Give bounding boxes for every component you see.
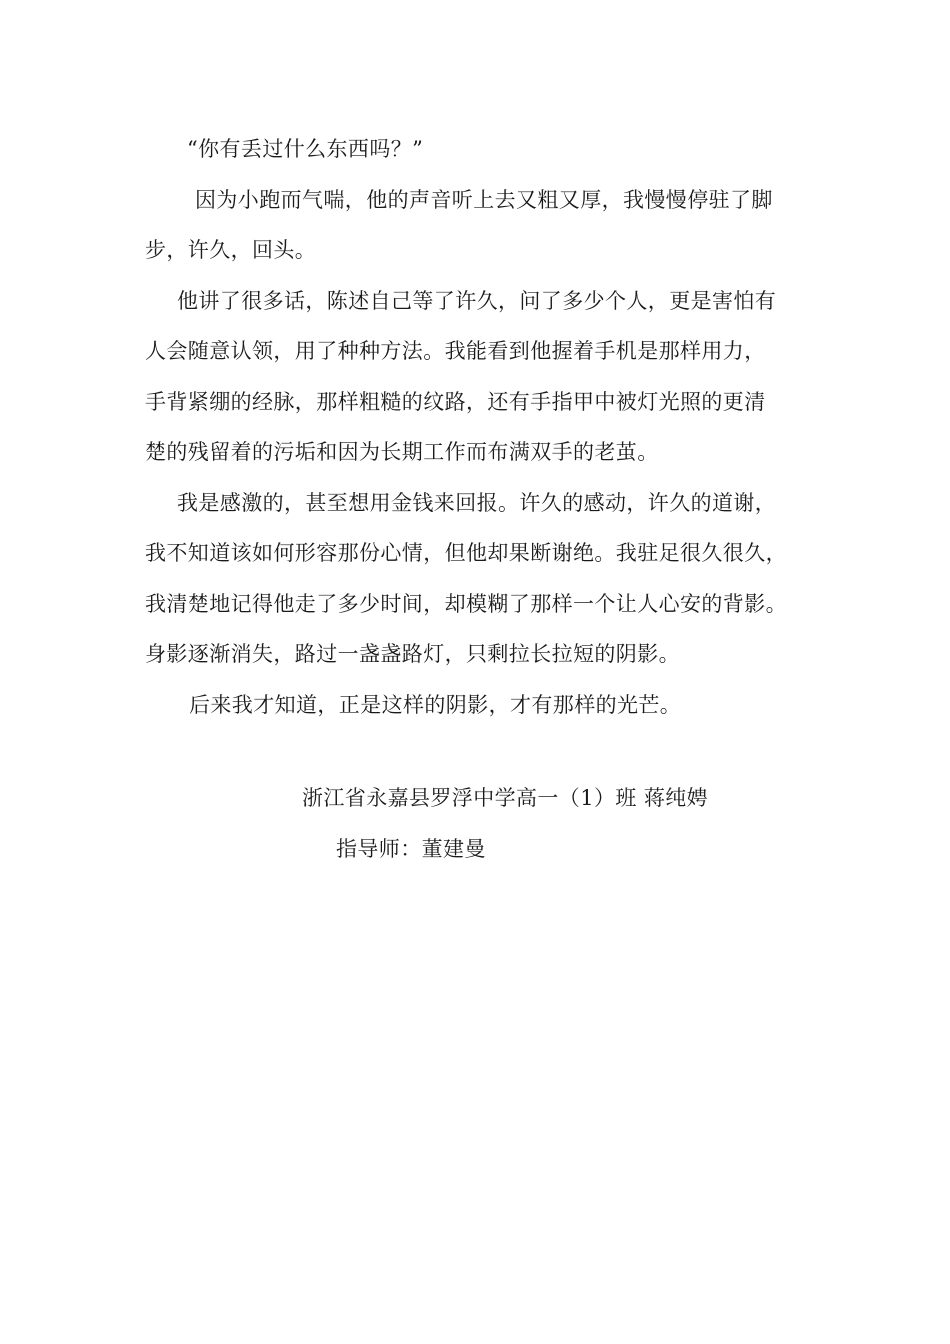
text-line-9: 我不知道该如何形容那份心情，但他却果断谢绝。我驻足很久很久， <box>145 541 787 565</box>
text-line-6: 手背紧绷的经脉，那样粗糙的纹路，还有手指甲中被灯光照的更清 <box>145 389 766 414</box>
text-line-8: 我是感激的，甚至想用金钱来回报。许久的感动，许久的道谢， <box>177 490 777 515</box>
text-line-7: 楚的残留着的污垢和因为长期工作而布满双手的老茧。 <box>145 440 659 464</box>
text-line-2: 因为小跑而气喘，他的声音听上去又粗又厚，我慢慢停驻了脚 <box>195 187 773 212</box>
text-line-10: 我清楚地记得他走了多少时间，却模糊了那样一个让人心安的背影。 <box>145 591 787 616</box>
essay-body <box>145 124 825 730</box>
teacher-signature: 指导师：董建曼 <box>336 837 486 861</box>
text-line-5: 人会随意认领，用了种种方法。我能看到他握着手机是那样用力， <box>145 339 766 363</box>
text-line-11: 身影逐渐消失，路过一盏盏路灯，只剩拉长拉短的阴影。 <box>145 642 680 666</box>
text-line-4: 他讲了很多话，陈述自己等了许久，问了多少个人，更是害怕有 <box>177 288 777 313</box>
author-signature: 浙江省永嘉县罗浮中学高一（1）班 蒋纯娉 <box>302 786 709 810</box>
text-line-12: 后来我才知道，正是这样的阴影，才有那样的光芒。 <box>189 692 682 717</box>
text-line-3: 步，许久，回头。 <box>145 238 317 262</box>
text-line-1: “你有丢过什么东西吗？” <box>187 137 424 161</box>
